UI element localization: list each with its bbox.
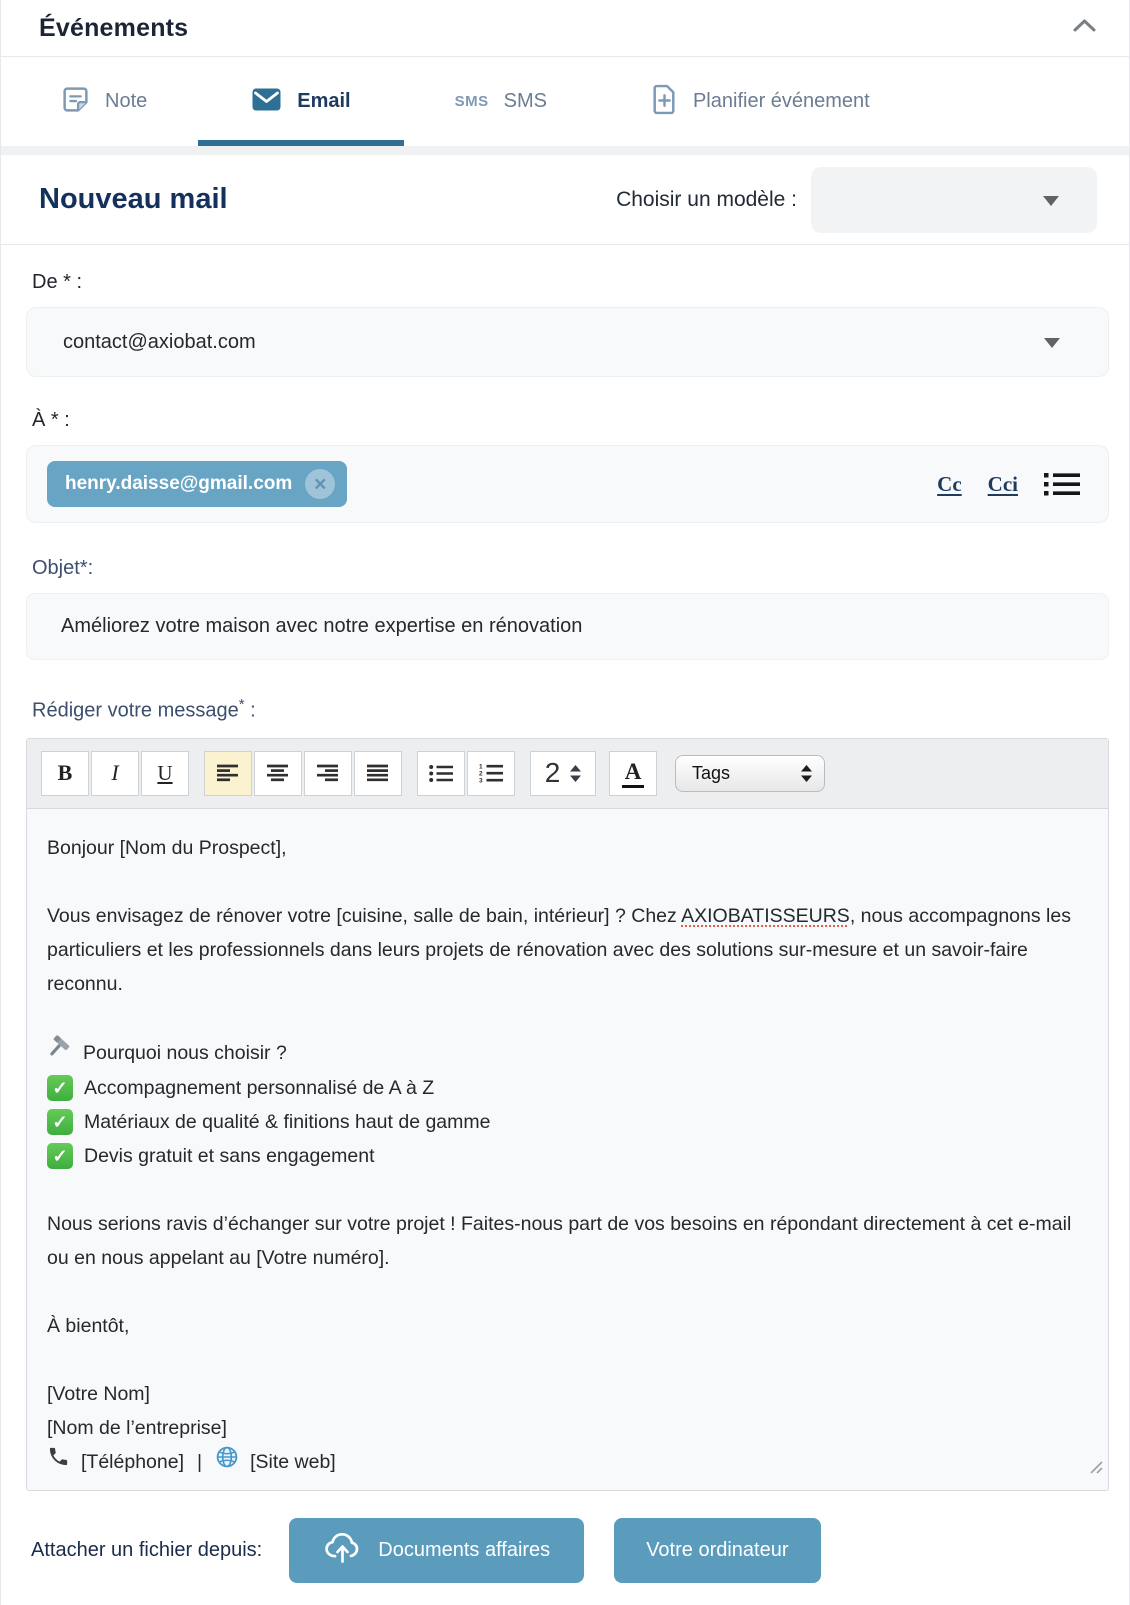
- required-asterisk: *: [238, 696, 245, 713]
- tab-note[interactable]: [61, 57, 147, 146]
- rich-text-editor: [26, 738, 1109, 1491]
- from-select-value: contact@axiobat.com: [63, 330, 256, 353]
- tab-email[interactable]: [251, 57, 350, 146]
- sms-icon: SMS: [454, 93, 489, 110]
- recipient-chip-email: henry.daisse@gmail.com: [65, 473, 293, 494]
- align-left-button[interactable]: [204, 751, 252, 796]
- signature-contact-line: [Téléphone] | [Site web]: [47, 1445, 1086, 1480]
- svg-text:1: 1: [479, 763, 483, 771]
- cloud-upload-icon: [323, 1530, 361, 1571]
- svg-text:3: 3: [479, 777, 483, 784]
- email-form: [1, 245, 1129, 1605]
- body-closing: À bientôt,: [47, 1314, 130, 1337]
- italic-button[interactable]: [91, 751, 139, 796]
- check-mark-icon: ✓: [47, 1075, 73, 1101]
- bold-button[interactable]: [41, 751, 89, 796]
- hammer-icon: [47, 1035, 72, 1071]
- body-greeting: Bonjour [Nom du Prospect],: [47, 836, 287, 859]
- from-label: De * :: [32, 271, 83, 293]
- template-label: Choisir un modèle :: [616, 187, 797, 211]
- documents-affaires-button[interactable]: [289, 1518, 584, 1583]
- attach-section: [31, 1518, 1104, 1605]
- align-right-icon: [317, 764, 339, 782]
- bullet-list-button[interactable]: [417, 751, 465, 796]
- compose-header: [1, 155, 1129, 245]
- underline-icon: U: [157, 760, 173, 785]
- cci-link[interactable]: Cci: [987, 471, 1018, 496]
- bold-icon: B: [57, 760, 73, 786]
- subject-input[interactable]: [26, 593, 1109, 660]
- body-bullet-2: ✓ Matériaux de qualité & finitions haut de gamme: [47, 1105, 1086, 1139]
- note-icon: [61, 85, 90, 119]
- signature-company: [Nom de l’entreprise]: [47, 1416, 227, 1439]
- subject-label: Objet*:: [32, 557, 94, 579]
- body-paragraph-2: Nous serions ravis d’échanger sur votre projet ! Faites-nous part de vos besoins en répondant directement à cet e-mail ou en nous appelant au [Votre numéro].: [47, 1212, 1072, 1269]
- template-select[interactable]: [811, 167, 1097, 233]
- numbered-list-icon: [479, 763, 503, 783]
- align-right-button[interactable]: [304, 751, 352, 796]
- to-field-actions: [937, 471, 1080, 498]
- document-plus-icon: [651, 84, 678, 120]
- list-icon: [1044, 471, 1080, 498]
- message-body-textarea[interactable]: [27, 809, 1108, 1490]
- tab-sms-label: SMS: [503, 90, 547, 112]
- chip-remove-button[interactable]: [305, 469, 335, 499]
- telephone-receiver-icon: [47, 1445, 70, 1479]
- recipient-chip: [47, 461, 347, 507]
- underline-button[interactable]: [141, 751, 189, 796]
- check-mark-icon: ✓: [47, 1143, 73, 1169]
- attach-label: Attacher un fichier depuis:: [31, 1538, 263, 1561]
- align-group: [204, 751, 404, 796]
- numbered-list-button[interactable]: [467, 751, 515, 796]
- align-center-icon: [267, 764, 289, 782]
- cc-link[interactable]: Cc: [937, 471, 962, 496]
- to-recipients-field[interactable]: [26, 445, 1109, 523]
- font-size-value: 2: [544, 757, 561, 789]
- votre-ordinateur-label: Votre ordinateur: [646, 1538, 789, 1561]
- message-label: Rédiger votre message* :: [32, 696, 256, 722]
- tags-select-value: Tags: [692, 762, 731, 783]
- align-left-icon: [217, 764, 239, 782]
- recipients-list-button[interactable]: [1044, 471, 1080, 498]
- from-select[interactable]: [26, 307, 1109, 377]
- panel-header: [1, 0, 1129, 57]
- globe-icon: [215, 1445, 239, 1480]
- text-style-group: [41, 751, 191, 796]
- documents-affaires-label: Documents affaires: [378, 1538, 551, 1561]
- align-center-button[interactable]: [254, 751, 302, 796]
- svg-text:2: 2: [479, 770, 483, 778]
- signature-name: [Votre Nom]: [47, 1382, 150, 1405]
- font-size-stepper[interactable]: [530, 751, 596, 796]
- tab-note-label: Note: [105, 90, 148, 112]
- subject-value: Améliorez votre maison avec notre expertise en rénovation: [61, 615, 583, 637]
- editor-toolbar: [27, 739, 1108, 809]
- body-bullet-1: ✓ Accompagnement personnalisé de A à Z: [47, 1071, 1086, 1105]
- tab-planify-label: Planifier événement: [692, 90, 870, 112]
- votre-ordinateur-button[interactable]: [614, 1518, 820, 1583]
- list-group: [417, 751, 517, 796]
- tab-planify[interactable]: [651, 57, 870, 146]
- spellcheck-word: AXIOBATISSEURS: [681, 904, 850, 927]
- compose-title: Nouveau mail: [39, 183, 228, 215]
- email-icon: [251, 87, 282, 117]
- caret-down-icon: [1044, 338, 1060, 348]
- body-paragraph-1: Vous envisagez de rénover votre [cuisine, salle de bain, intérieur] ? Chez AXIOBATISSEURS, nous accompagnons les particuliers et les professionnels dans leurs projets de rénovation avec des solutions sur-mesure et un savoir-faire reconnu.: [47, 904, 1071, 995]
- resize-handle[interactable]: [1088, 1451, 1103, 1485]
- bullet-list-icon: [429, 764, 453, 783]
- justify-button[interactable]: [354, 751, 402, 796]
- chevron-up-icon: [1072, 18, 1097, 38]
- to-label: À * :: [32, 409, 70, 431]
- caret-down-icon: [1043, 196, 1059, 206]
- stepper-arrows-icon: [570, 765, 581, 782]
- select-arrows-icon: [801, 765, 812, 782]
- font-color-button[interactable]: [609, 751, 657, 796]
- check-mark-icon: ✓: [47, 1109, 73, 1135]
- panel-title: Événements: [39, 13, 189, 42]
- tab-sms[interactable]: [455, 57, 547, 146]
- separator: |: [197, 1451, 203, 1474]
- tab-email-label: Email: [297, 90, 351, 112]
- event-tabs: [1, 57, 1129, 147]
- section-separator: [1, 147, 1129, 155]
- close-x-icon: ×: [314, 472, 327, 496]
- font-color-icon: A: [622, 759, 645, 788]
- tags-select[interactable]: [675, 755, 825, 792]
- italic-icon: I: [111, 760, 119, 786]
- body-bullet-3: ✓ Devis gratuit et sans engagement: [47, 1139, 1086, 1173]
- justify-icon: [367, 764, 389, 782]
- collapse-button[interactable]: [1072, 18, 1097, 38]
- body-why-line: Pourquoi nous choisir ?: [47, 1035, 1086, 1071]
- template-chooser: [616, 167, 1097, 233]
